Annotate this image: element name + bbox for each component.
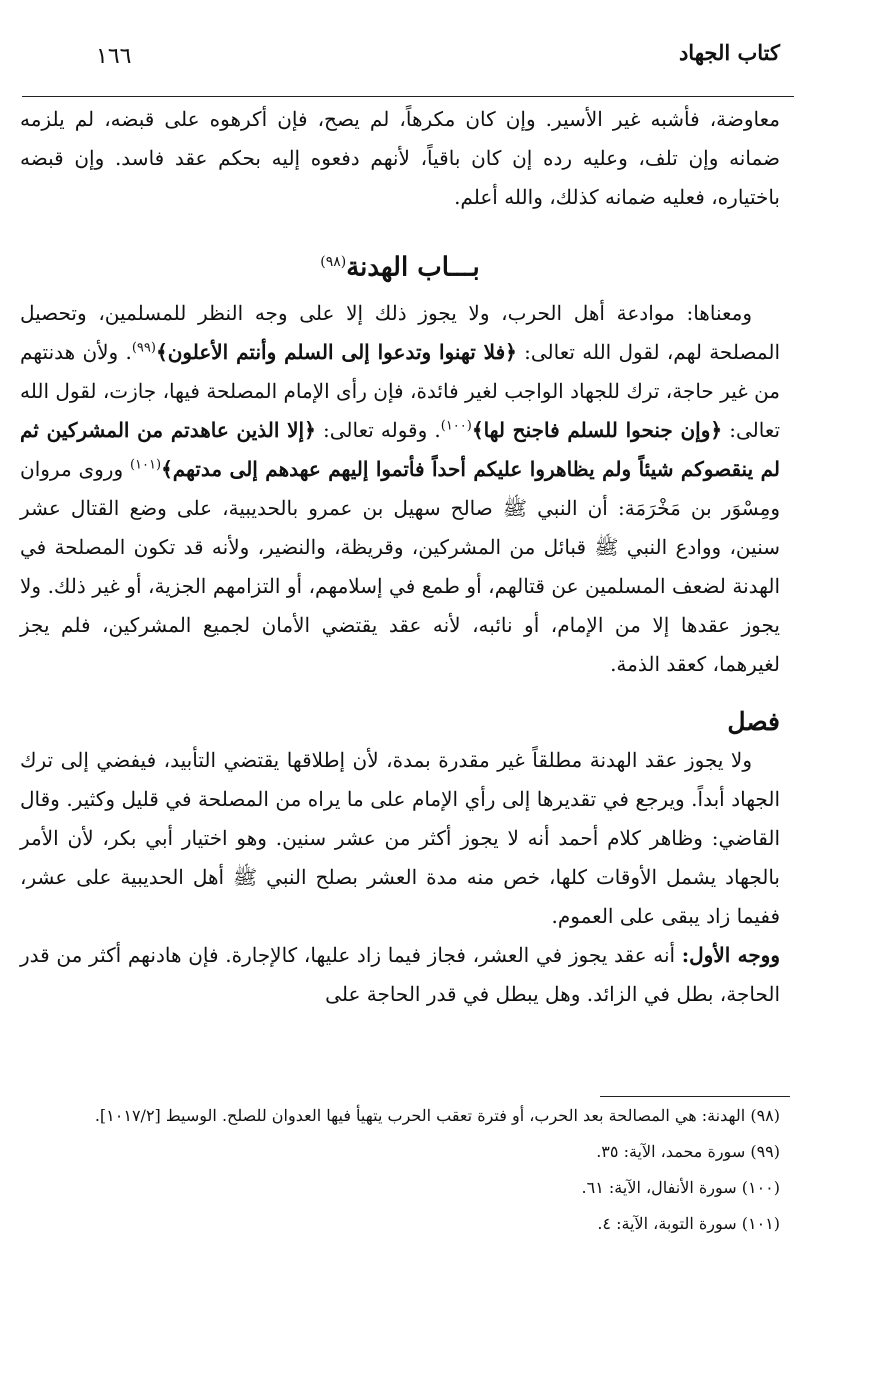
running-title: كتاب الجهاد — [678, 40, 780, 65]
footnotes — [20, 1100, 780, 1244]
text-segment: . وقوله تعالى: — [322, 417, 441, 442]
quran-verse: ﴿وإن جنحوا للسلم فاجنح لها﴾ — [471, 417, 723, 442]
footnote-ref-98: (٩٨) — [320, 254, 347, 270]
paragraph-definition — [20, 294, 780, 684]
paragraph-duration: ولا يجوز عقد الهدنة مطلقاً غير مقدرة بمدة، لأن إطلاقها يقتضي التأبيد، فيفضي إلى ترك الجهاد أبداً. ويرجع في تقديرها إلى رأي الإمام على ما يراه من المصلحة في قليل وكثير. وقال القاضي: وظاهر كلام أحمد أنه لا يجوز أكثر من عشر سنين. وهو اختيار أبي بكر، لأن الأمر بالجهاد يشمل الأوقات كلها، خص منه مدة العشر بصلح النبي ﷺ أهل الحديبية على عشر، ففيما زاد يبقى على العموم. — [20, 747, 780, 928]
text-segment: . ولأن هدنتهم من غير حاجة، ترك للجهاد الواجب لغير فائدة، فإن رأى الإمام المصلحة فيها، جازت، لقول الله تعالى: — [20, 339, 781, 442]
subsection-heading: فصل — [727, 706, 780, 736]
footnote-ref-101: (١٠١) — [129, 457, 162, 472]
page-number: ١٦٦ — [96, 44, 132, 69]
footnote-100: (١٠٠) سورة الأنفال، الآية: ٦١. — [581, 1178, 780, 1197]
footnote-ref-99: (٩٩) — [131, 340, 156, 355]
footnote-ref-100: (١٠٠) — [440, 418, 472, 433]
footnote-98: (٩٨) الهدنة: هي المصالحة بعد الحرب، أو فترة تعقب الحرب يتهيأ فيها العدوان للصلح. الوسيط [١٠١٧/٢]. — [94, 1106, 780, 1125]
text-segment: أنه عقد يجوز في العشر، فجاز فيما زاد عليها، كالإجارة. فإن هادنهم أكثر من قدر الحاجة، بطل في الزائد. وهل يبطل في قدر الحاجة على — [20, 942, 780, 1006]
footnote-rule — [600, 1096, 790, 1097]
paragraph-first-view — [20, 936, 780, 1014]
main-text — [20, 100, 780, 1014]
lead-phrase: ووجه الأول: — [681, 942, 780, 967]
paragraph-continuation: معاوضة، فأشبه غير الأسير. وإن كان مكرهاً، لم يصح، فإن أكرهوه على قبضه، لم يلزمه ضمانه وإن تلف، وعليه رده إن كان باقياً، لأنهم دفعوه إليه بحكم عقد فاسد. وإن قبضه باختياره، فعليه ضمانه كذلك، والله أعلم. — [20, 107, 780, 209]
text-segment: وروى مروان ومِسْوَر بن مَخْرَمَة: أن النبي ﷺ صالح سهيل بن عمرو بالحديبية، على وضع القتال عشر سنين، ووادع النبي ﷺ قبائل من المشركين، وقريظة، والنضير، ولأنه قد تكون المصلحة في الهدنة لضعف المسلمين عن قتالهم، أو طمع في إسلامهم، أو التزامهم الجزية، أو غير ذلك. ولا يجوز عقدها إلا من الإمام، أو نائبه، لأنه عقد يقتضي الأمان لجميع المشركين، فلم يجز لغيرهما، كعقد الذمة. — [20, 456, 780, 676]
footnote-99: (٩٩) سورة محمد، الآية: ٣٥. — [596, 1142, 780, 1161]
section-heading-text: بـــاب الهدنة — [346, 252, 480, 283]
footnote-101: (١٠١) سورة التوبة، الآية: ٤. — [597, 1214, 780, 1233]
quran-verse: ﴿فلا تهنوا وتدعوا إلى السلم وأنتم الأعلون﴾ — [155, 339, 517, 364]
section-heading — [20, 243, 780, 288]
page-header — [96, 40, 796, 80]
header-rule — [22, 96, 794, 97]
quran-verse: ﴿إلا الذين عاهدتم من المشركين ثم لم ينقصوكم شيئاً ولم يظاهروا عليكم أحداً فأتموا إليهم عهدهم إلى مدتهم﴾ — [20, 417, 781, 481]
text-segment: ومعناها: موادعة أهل الحرب، ولا يجوز ذلك إلا على وجه النظر للمسلمين، وتحصيل المصلحة لهم، لقول الله تعالى: — [20, 300, 781, 364]
